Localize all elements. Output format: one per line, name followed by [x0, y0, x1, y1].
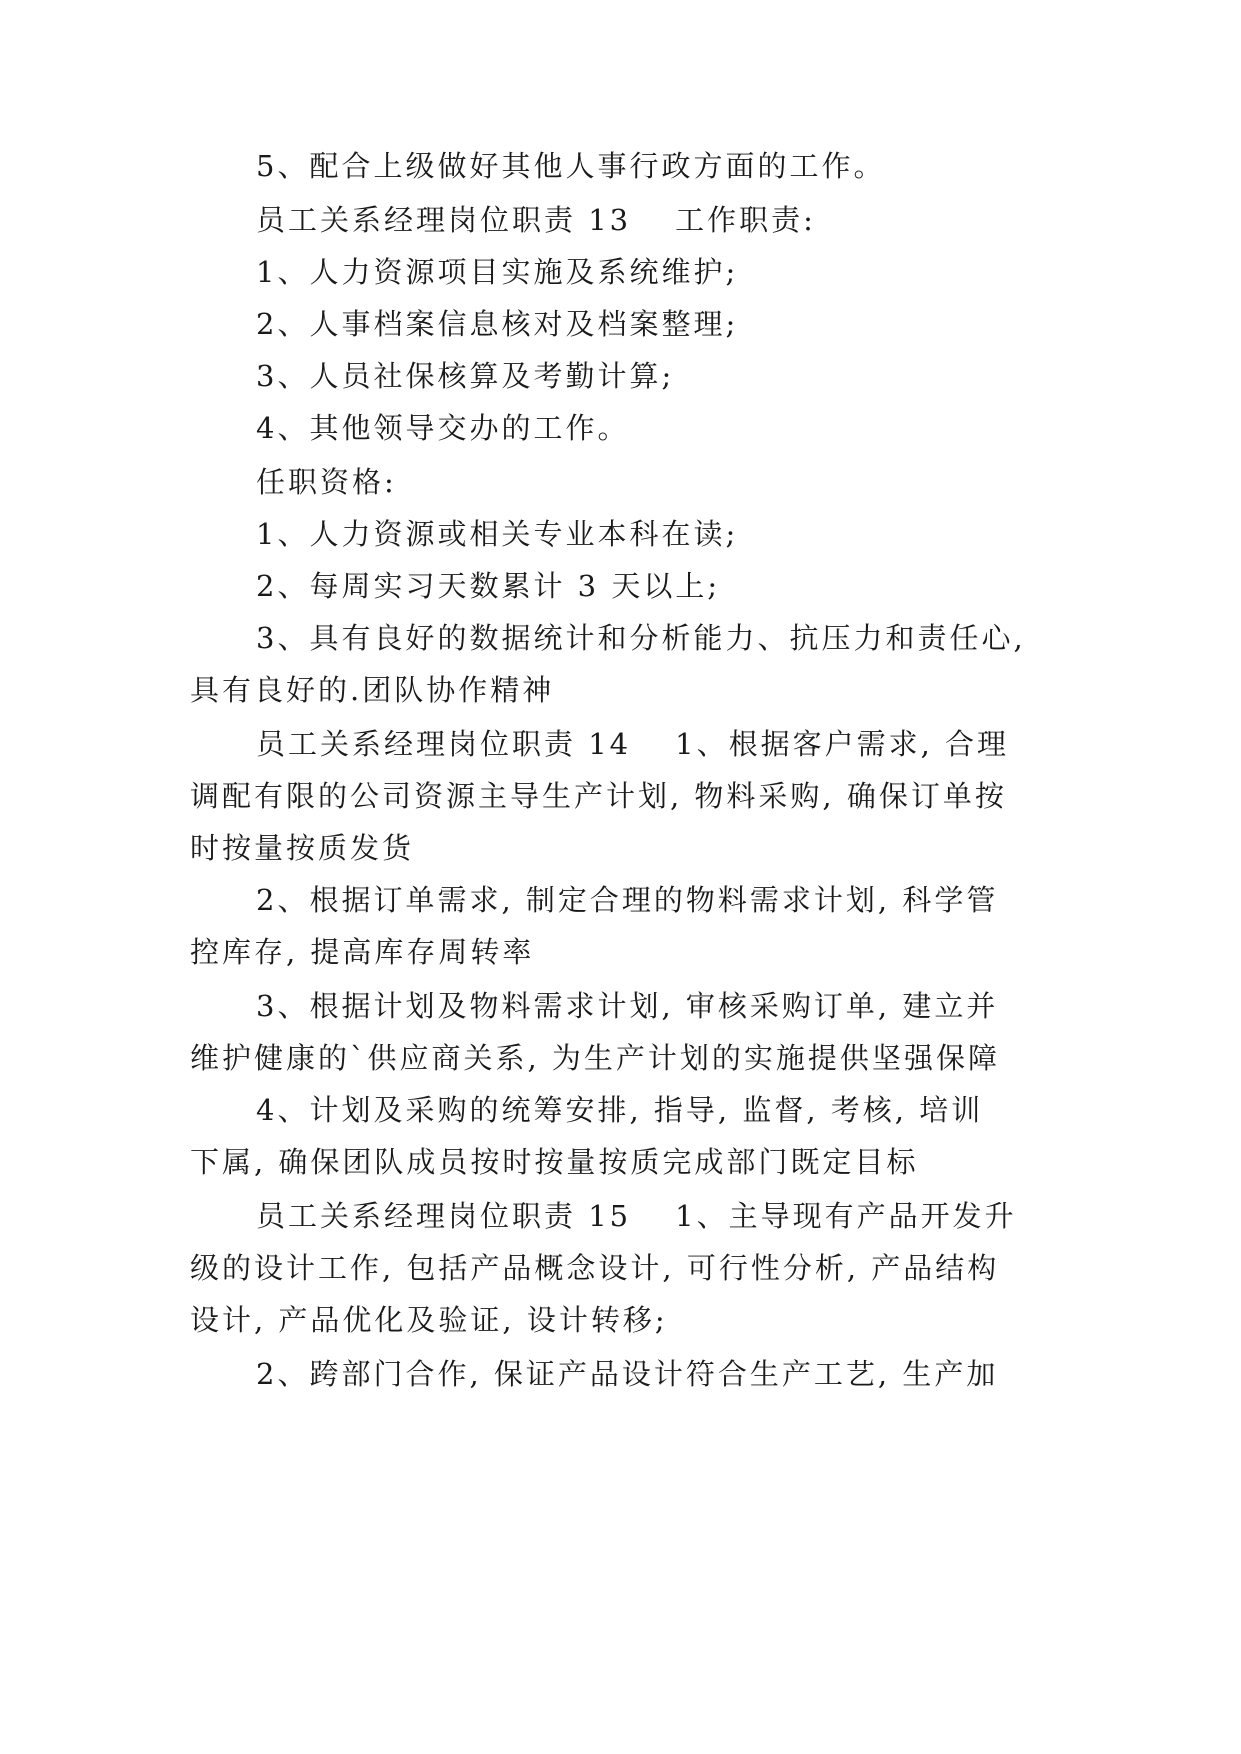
- list-item: 4、计划及采购的统筹安排, 指导, 监督, 考核, 培训: [256, 1093, 984, 1127]
- list-item-continuation: 下属, 确保团队成员按时按量按质完成部门既定目标: [190, 1145, 919, 1179]
- section-heading-13: [256, 200, 816, 240]
- section-heading-14: [256, 724, 1009, 764]
- list-item: 3、人员社保核算及考勤计算;: [256, 359, 675, 393]
- paragraph-line: 设计, 产品优化及验证, 设计转移;: [190, 1303, 668, 1337]
- list-item-continuation: 具有良好的.团队协作精神: [190, 673, 555, 707]
- section-text: 1、根据客户需求, 合理: [675, 727, 1010, 761]
- subheading: 任职资格:: [256, 465, 397, 499]
- list-item: 2、跨部门合作, 保证产品设计符合生产工艺, 生产加: [256, 1357, 999, 1391]
- paragraph-line: 时按量按质发货: [190, 831, 415, 865]
- list-item: 4、其他领导交办的工作。: [256, 411, 630, 445]
- section-subtitle: 工作职责:: [675, 203, 816, 237]
- paragraph-line: 调配有限的公司资源主导生产计划, 物料采购, 确保订单按: [190, 779, 1007, 813]
- paragraph-line: 级的设计工作, 包括产品概念设计, 可行性分析, 产品结构: [190, 1251, 1000, 1285]
- list-item: 1、人力资源项目实施及系统维护;: [256, 255, 739, 289]
- list-item: 3、具有良好的数据统计和分析能力、抗压力和责任心,: [256, 621, 1026, 655]
- section-title: 员工关系经理岗位职责 14: [256, 727, 632, 761]
- list-item: 2、人事档案信息核对及档案整理;: [256, 307, 739, 341]
- section-text: 1、主导现有产品开发升: [675, 1199, 1017, 1233]
- section-heading-15: [256, 1196, 1017, 1236]
- list-item: 3、根据计划及物料需求计划, 审核采购订单, 建立并: [256, 989, 999, 1023]
- list-item: 1、人力资源或相关专业本科在读;: [256, 517, 739, 551]
- section-title: 员工关系经理岗位职责 13: [256, 203, 632, 237]
- list-item-continuation: 维护健康的`供应商关系, 为生产计划的实施提供坚强保障: [190, 1041, 1000, 1075]
- paragraph-line: 5、配合上级做好其他人事行政方面的工作。: [256, 149, 886, 183]
- list-item: 2、每周实习天数累计 3 天以上;: [256, 569, 721, 603]
- list-item: 2、根据订单需求, 制定合理的物料需求计划, 科学管: [256, 883, 999, 917]
- section-title: 员工关系经理岗位职责 15: [256, 1199, 632, 1233]
- list-item-continuation: 控库存, 提高库存周转率: [190, 935, 535, 969]
